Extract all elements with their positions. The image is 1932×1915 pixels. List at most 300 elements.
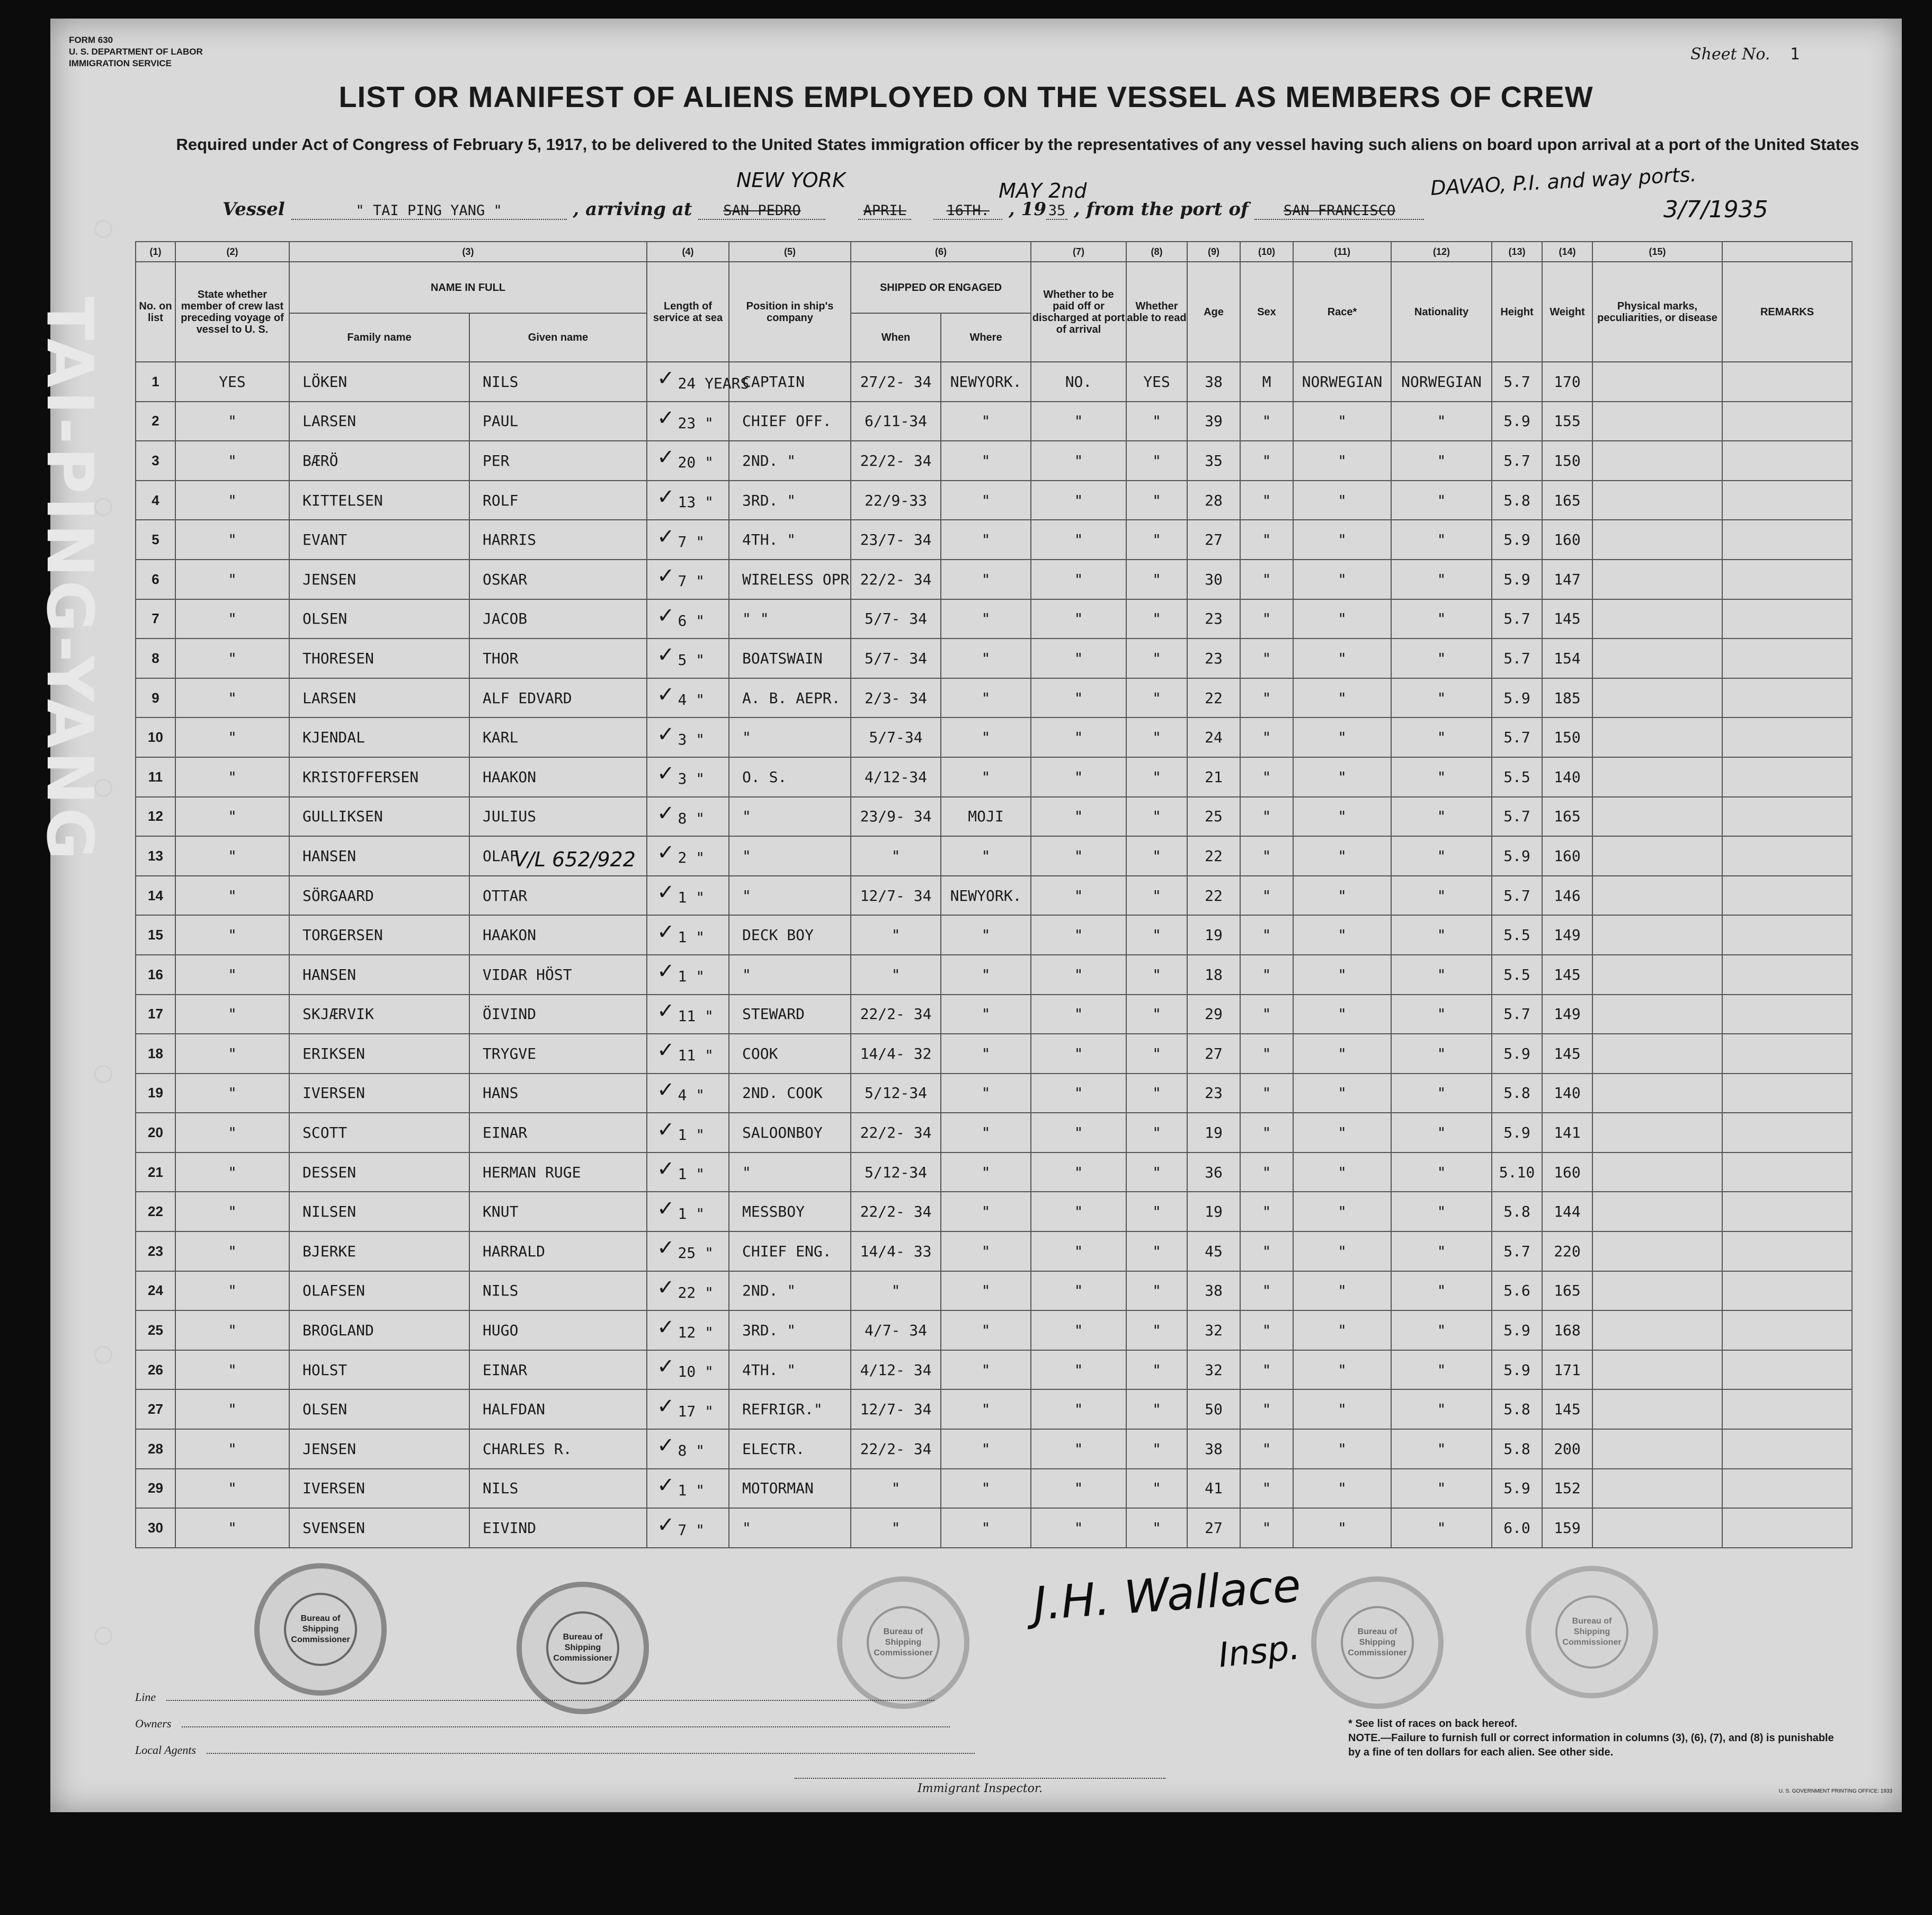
cell-age: 36 bbox=[1187, 1152, 1240, 1192]
cell-position: MOTORMAN bbox=[729, 1469, 851, 1509]
cell-weight: 145 bbox=[1542, 1034, 1592, 1074]
cell-family: GULLIKSEN bbox=[289, 797, 469, 837]
cell-weight: 140 bbox=[1542, 757, 1592, 797]
printing-credit: U. S. GOVERNMENT PRINTING OFFICE: 1933 bbox=[1778, 1788, 1892, 1794]
cell-position: " " bbox=[729, 599, 851, 639]
cell-when: 12/7- 34 bbox=[851, 1389, 941, 1429]
table-row bbox=[136, 599, 1852, 639]
cell-nationality: " bbox=[1391, 1310, 1492, 1350]
cell-state: " bbox=[175, 1469, 289, 1509]
cell-state: " bbox=[175, 1389, 289, 1429]
cell-read: YES bbox=[1126, 362, 1187, 402]
cell-no: 18 bbox=[136, 1034, 175, 1074]
cell-length bbox=[647, 915, 729, 955]
cell-when: 5/7- 34 bbox=[851, 599, 941, 639]
colnum: (9) bbox=[1187, 242, 1240, 262]
cell-physical bbox=[1592, 1310, 1722, 1350]
footer-notes bbox=[1348, 1717, 1836, 1760]
cell-physical bbox=[1592, 481, 1722, 520]
cell-read: " bbox=[1126, 717, 1187, 757]
cell-weight: 159 bbox=[1542, 1508, 1592, 1548]
cell-position: MESSBOY bbox=[729, 1192, 851, 1231]
agents-field bbox=[207, 1753, 975, 1754]
cell-when: 2/3- 34 bbox=[851, 678, 941, 718]
page-subtitle: Required under Act of Congress of February 5, 1917, to be delivered to the United States immigration officer by the representatives of any vessel having such aliens on board upon arrival at a port of the United States bbox=[176, 135, 1859, 154]
cell-state: " bbox=[175, 639, 289, 678]
cell-given: HUGO bbox=[469, 1310, 647, 1350]
cell-nationality: " bbox=[1391, 1034, 1492, 1074]
cell-read: " bbox=[1126, 836, 1187, 876]
cell-physical bbox=[1592, 441, 1722, 481]
cell-sex: " bbox=[1240, 1192, 1293, 1231]
cell-where: " bbox=[941, 402, 1031, 441]
cell-race: " bbox=[1293, 678, 1391, 718]
cell-remarks bbox=[1722, 876, 1852, 916]
length-value: 7 " bbox=[678, 1521, 705, 1539]
cell-paid: " bbox=[1031, 1389, 1126, 1429]
cell-sex: " bbox=[1240, 1429, 1293, 1469]
seal-stamp bbox=[1526, 1566, 1658, 1698]
cell-remarks bbox=[1722, 797, 1852, 837]
cell-no: 9 bbox=[136, 678, 175, 718]
cell-height: 5.8 bbox=[1492, 1389, 1542, 1429]
seal-inner: Bureau of Shipping Commissioner bbox=[284, 1593, 357, 1666]
cell-no: 17 bbox=[136, 995, 175, 1034]
cell-paid: " bbox=[1031, 599, 1126, 639]
cell-given: JACOB bbox=[469, 599, 647, 639]
cell-no: 5 bbox=[136, 520, 175, 560]
inspector-label: Immigrant Inspector. bbox=[795, 1778, 1165, 1795]
table-row bbox=[136, 1074, 1852, 1113]
arriving-port-printed: SAN PEDRO bbox=[698, 202, 825, 220]
cell-sex: " bbox=[1240, 1034, 1293, 1074]
owners-field bbox=[182, 1726, 950, 1727]
header-state: State whether member of crew last preceding voyage of vessel to U. S. bbox=[175, 262, 289, 362]
cell-when: 4/12-34 bbox=[851, 757, 941, 797]
checkmark-icon: ✓ bbox=[657, 445, 675, 470]
cell-weight: 152 bbox=[1542, 1469, 1592, 1509]
cell-race: " bbox=[1293, 1350, 1391, 1390]
agents-label: Local Agents bbox=[135, 1743, 197, 1757]
cell-read: " bbox=[1126, 560, 1187, 599]
column-numbers-row bbox=[136, 242, 1852, 262]
vessel-line bbox=[222, 199, 1884, 225]
cell-age: 19 bbox=[1187, 915, 1240, 955]
cell-length bbox=[647, 520, 729, 560]
cell-given: EINAR bbox=[469, 1113, 647, 1152]
cell-weight: 160 bbox=[1542, 836, 1592, 876]
cell-state: " bbox=[175, 836, 289, 876]
cell-where: MOJI bbox=[941, 797, 1031, 837]
cell-read: " bbox=[1126, 1469, 1187, 1509]
cell-remarks bbox=[1722, 402, 1852, 441]
cell-family: IVERSEN bbox=[289, 1469, 469, 1509]
colnum: (4) bbox=[647, 242, 729, 262]
cell-sex: " bbox=[1240, 1113, 1293, 1152]
cell-weight: 154 bbox=[1542, 639, 1592, 678]
cell-paid: " bbox=[1031, 1113, 1126, 1152]
cell-state: " bbox=[175, 757, 289, 797]
cell-age: 25 bbox=[1187, 797, 1240, 837]
cell-race: " bbox=[1293, 560, 1391, 599]
crew-rows bbox=[136, 362, 1852, 1548]
cell-given: HALFDAN bbox=[469, 1389, 647, 1429]
cell-physical bbox=[1592, 678, 1722, 718]
punch-hole bbox=[94, 1627, 112, 1645]
cell-given: THOR bbox=[469, 639, 647, 678]
cell-height: 5.8 bbox=[1492, 1192, 1542, 1231]
cell-where: " bbox=[941, 836, 1031, 876]
table-row bbox=[136, 402, 1852, 441]
cell-when: 23/9- 34 bbox=[851, 797, 941, 837]
checkmark-icon: ✓ bbox=[657, 919, 675, 944]
cell-length bbox=[647, 1034, 729, 1074]
cell-sex: " bbox=[1240, 402, 1293, 441]
cell-weight: 160 bbox=[1542, 1152, 1592, 1192]
cell-state: " bbox=[175, 1113, 289, 1152]
punch-hole bbox=[94, 498, 112, 516]
page-title: LIST OR MANIFEST OF ALIENS EMPLOYED ON THE VESSEL AS MEMBERS OF CREW bbox=[339, 80, 1593, 113]
cell-height: 5.7 bbox=[1492, 995, 1542, 1034]
cell-given: ALF EDVARD bbox=[469, 678, 647, 718]
cell-paid: " bbox=[1031, 1310, 1126, 1350]
owners-label: Owners bbox=[135, 1717, 172, 1730]
cell-given: HERMAN RUGE bbox=[469, 1152, 647, 1192]
cell-position: REFRIGR." bbox=[729, 1389, 851, 1429]
cell-when: 5/12-34 bbox=[851, 1074, 941, 1113]
sheet-label: Sheet No. bbox=[1690, 45, 1770, 64]
cell-when: 12/7- 34 bbox=[851, 876, 941, 916]
seal-inner: Bureau of Shipping Commissioner bbox=[1555, 1595, 1628, 1669]
table-row bbox=[136, 441, 1852, 481]
cell-position: " bbox=[729, 717, 851, 757]
cell-height: 5.9 bbox=[1492, 1310, 1542, 1350]
cell-no: 27 bbox=[136, 1389, 175, 1429]
table-row bbox=[136, 520, 1852, 560]
cell-age: 41 bbox=[1187, 1469, 1240, 1509]
cell-race: " bbox=[1293, 1310, 1391, 1350]
header-remarks: REMARKS bbox=[1722, 262, 1852, 362]
cell-race: " bbox=[1293, 520, 1391, 560]
cell-sex: " bbox=[1240, 757, 1293, 797]
cell-nationality: " bbox=[1391, 1113, 1492, 1152]
checkmark-icon: ✓ bbox=[657, 603, 675, 628]
cell-given: OSKAR bbox=[469, 560, 647, 599]
cell-age: 32 bbox=[1187, 1310, 1240, 1350]
cell-physical bbox=[1592, 362, 1722, 402]
cell-position: O. S. bbox=[729, 757, 851, 797]
cell-weight: 220 bbox=[1542, 1231, 1592, 1271]
cell-race: " bbox=[1293, 797, 1391, 837]
cell-height: 6.0 bbox=[1492, 1508, 1542, 1548]
cell-race: " bbox=[1293, 757, 1391, 797]
cell-read: " bbox=[1126, 1034, 1187, 1074]
cell-height: 5.9 bbox=[1492, 1034, 1542, 1074]
cell-age: 21 bbox=[1187, 757, 1240, 797]
length-value: 25 " bbox=[678, 1244, 714, 1262]
cell-position: A. B. AEPR. bbox=[729, 678, 851, 718]
cell-family: BJERKE bbox=[289, 1231, 469, 1271]
table-row bbox=[136, 836, 1852, 876]
cell-position: ELECTR. bbox=[729, 1429, 851, 1469]
colnum: (14) bbox=[1542, 242, 1592, 262]
date-note: 3/7/1935 bbox=[1663, 196, 1768, 223]
cell-no: 19 bbox=[136, 1074, 175, 1113]
cell-sex: " bbox=[1240, 836, 1293, 876]
table-row bbox=[136, 797, 1852, 837]
line-field bbox=[166, 1700, 934, 1701]
header-length: Length of service at sea bbox=[647, 262, 729, 362]
cell-when: 5/7- 34 bbox=[851, 639, 941, 678]
cell-sex: " bbox=[1240, 876, 1293, 916]
cell-height: 5.5 bbox=[1492, 915, 1542, 955]
cell-paid: " bbox=[1031, 441, 1126, 481]
cell-paid: " bbox=[1031, 1508, 1126, 1548]
cell-when: 23/7- 34 bbox=[851, 520, 941, 560]
margin-vessel-name: TAI-PING-YANG bbox=[32, 297, 106, 863]
colnum: (1) bbox=[136, 242, 175, 262]
checkmark-icon: ✓ bbox=[657, 405, 675, 430]
table-row bbox=[136, 1350, 1852, 1390]
header-where: Where bbox=[941, 313, 1031, 362]
cell-state: " bbox=[175, 1350, 289, 1390]
cell-weight: 146 bbox=[1542, 876, 1592, 916]
cell-position: 2ND. " bbox=[729, 441, 851, 481]
length-value: 1 " bbox=[678, 928, 705, 946]
cell-nationality: " bbox=[1391, 1231, 1492, 1271]
vessel-name: " TAI PING YANG " bbox=[291, 202, 567, 220]
cell-position: WIRELESS OPR bbox=[729, 560, 851, 599]
cell-physical bbox=[1592, 599, 1722, 639]
cell-read: " bbox=[1126, 1429, 1187, 1469]
table-row bbox=[136, 757, 1852, 797]
cell-height: 5.7 bbox=[1492, 876, 1542, 916]
cell-read: " bbox=[1126, 915, 1187, 955]
cell-when: 22/2- 34 bbox=[851, 441, 941, 481]
cell-given: ÖIVIND bbox=[469, 995, 647, 1034]
cell-position: 3RD. " bbox=[729, 1310, 851, 1350]
cell-physical bbox=[1592, 520, 1722, 560]
header-height: Height bbox=[1492, 262, 1542, 362]
cell-where: " bbox=[941, 995, 1031, 1034]
length-value: 1 " bbox=[678, 968, 705, 986]
cell-race: " bbox=[1293, 1469, 1391, 1509]
cell-height: 5.8 bbox=[1492, 1429, 1542, 1469]
cell-weight: 150 bbox=[1542, 441, 1592, 481]
cell-nationality: " bbox=[1391, 481, 1492, 520]
cell-remarks bbox=[1722, 1113, 1852, 1152]
cell-height: 5.9 bbox=[1492, 560, 1542, 599]
cell-physical bbox=[1592, 757, 1722, 797]
cell-given: ROLF bbox=[469, 481, 647, 520]
cell-when: 22/2- 34 bbox=[851, 1429, 941, 1469]
punch-hole bbox=[94, 1346, 112, 1364]
cell-age: 45 bbox=[1187, 1231, 1240, 1271]
cell-height: 5.6 bbox=[1492, 1271, 1542, 1311]
cell-race: " bbox=[1293, 1389, 1391, 1429]
cell-where: " bbox=[941, 1034, 1031, 1074]
cell-weight: 168 bbox=[1542, 1310, 1592, 1350]
length-value: 12 " bbox=[678, 1323, 714, 1341]
cell-length bbox=[647, 639, 729, 678]
cell-weight: 145 bbox=[1542, 599, 1592, 639]
cell-race: " bbox=[1293, 1113, 1391, 1152]
cell-age: 38 bbox=[1187, 1271, 1240, 1311]
cell-family: BROGLAND bbox=[289, 1310, 469, 1350]
cell-family: KRISTOFFERSEN bbox=[289, 757, 469, 797]
cell-position: " bbox=[729, 1152, 851, 1192]
cell-given: KNUT bbox=[469, 1192, 647, 1231]
length-value: 11 " bbox=[678, 1007, 714, 1025]
cell-weight: 141 bbox=[1542, 1113, 1592, 1152]
cell-state: " bbox=[175, 1508, 289, 1548]
checkmark-icon: ✓ bbox=[657, 840, 675, 865]
cell-where: " bbox=[941, 560, 1031, 599]
cell-race: NORWEGIAN bbox=[1293, 362, 1391, 402]
cell-remarks bbox=[1722, 717, 1852, 757]
cell-height: 5.9 bbox=[1492, 402, 1542, 441]
length-value: 4 " bbox=[678, 691, 705, 709]
cell-given: EIVIND bbox=[469, 1508, 647, 1548]
length-value: 3 " bbox=[678, 730, 705, 748]
cell-family: THORESEN bbox=[289, 639, 469, 678]
checkmark-icon: ✓ bbox=[657, 1315, 675, 1340]
punch-hole bbox=[94, 1065, 112, 1083]
cell-given: NILS bbox=[469, 1271, 647, 1311]
cell-nationality: " bbox=[1391, 995, 1492, 1034]
cell-age: 28 bbox=[1187, 481, 1240, 520]
cell-state: YES bbox=[175, 362, 289, 402]
length-value: 1 " bbox=[678, 1204, 705, 1222]
cell-age: 23 bbox=[1187, 639, 1240, 678]
length-value: 22 " bbox=[678, 1283, 714, 1301]
table-row bbox=[136, 1152, 1852, 1192]
day-printed: 16TH. bbox=[933, 202, 1002, 220]
colnum: (6) bbox=[851, 242, 1031, 262]
month-printed: APRIL bbox=[858, 202, 911, 220]
cell-state: " bbox=[175, 955, 289, 995]
cell-age: 27 bbox=[1187, 1034, 1240, 1074]
cell-position: 3RD. " bbox=[729, 481, 851, 520]
colnum: (11) bbox=[1293, 242, 1391, 262]
cell-height: 5.10 bbox=[1492, 1152, 1542, 1192]
cell-age: 19 bbox=[1187, 1192, 1240, 1231]
cell-no: 13 bbox=[136, 836, 175, 876]
cell-when: " bbox=[851, 836, 941, 876]
cell-nationality: " bbox=[1391, 955, 1492, 995]
cell-given: EINAR bbox=[469, 1350, 647, 1390]
cell-no: 8 bbox=[136, 639, 175, 678]
cell-where: " bbox=[941, 757, 1031, 797]
cell-remarks bbox=[1722, 1152, 1852, 1192]
cell-given: PER bbox=[469, 441, 647, 481]
cell-age: 24 bbox=[1187, 717, 1240, 757]
cell-length bbox=[647, 1231, 729, 1271]
colnum: (13) bbox=[1492, 242, 1542, 262]
cell-sex: " bbox=[1240, 1389, 1293, 1429]
cell-family: KJENDAL bbox=[289, 717, 469, 757]
cell-length bbox=[647, 717, 729, 757]
cell-age: 18 bbox=[1187, 955, 1240, 995]
header-no: No. on list bbox=[136, 262, 175, 362]
cell-remarks bbox=[1722, 678, 1852, 718]
cell-read: " bbox=[1126, 1508, 1187, 1548]
cell-when: 5/12-34 bbox=[851, 1152, 941, 1192]
cell-family: OLAFSEN bbox=[289, 1271, 469, 1311]
cell-position: STEWARD bbox=[729, 995, 851, 1034]
cell-sex: " bbox=[1240, 915, 1293, 955]
cell-weight: 160 bbox=[1542, 520, 1592, 560]
cell-remarks bbox=[1722, 1310, 1852, 1350]
cell-family: SÖRGAARD bbox=[289, 876, 469, 916]
cell-state: " bbox=[175, 876, 289, 916]
cell-where: " bbox=[941, 1231, 1031, 1271]
cell-where: " bbox=[941, 520, 1031, 560]
cell-position: CHIEF ENG. bbox=[729, 1231, 851, 1271]
cell-position: DECK BOY bbox=[729, 915, 851, 955]
cell-no: 16 bbox=[136, 955, 175, 995]
cell-where: " bbox=[941, 717, 1031, 757]
cell-read: " bbox=[1126, 1074, 1187, 1113]
cell-position: SALOONBOY bbox=[729, 1113, 851, 1152]
checkmark-icon: ✓ bbox=[657, 1354, 675, 1379]
cell-nationality: NORWEGIAN bbox=[1391, 362, 1492, 402]
cell-no: 20 bbox=[136, 1113, 175, 1152]
cell-when: " bbox=[851, 1508, 941, 1548]
cell-given: TRYGVE bbox=[469, 1034, 647, 1074]
cell-given: VIDAR HÖST bbox=[469, 955, 647, 995]
checkmark-icon: ✓ bbox=[657, 1275, 675, 1300]
punch-hole bbox=[94, 779, 112, 797]
cell-given: NILS bbox=[469, 1469, 647, 1509]
cell-physical bbox=[1592, 1429, 1722, 1469]
cell-sex: " bbox=[1240, 639, 1293, 678]
colnum-blank bbox=[1722, 242, 1852, 262]
cell-remarks bbox=[1722, 836, 1852, 876]
checkmark-icon: ✓ bbox=[657, 524, 675, 549]
cell-remarks bbox=[1722, 915, 1852, 955]
cell-read: " bbox=[1126, 481, 1187, 520]
cell-sex: " bbox=[1240, 1350, 1293, 1390]
cell-read: " bbox=[1126, 520, 1187, 560]
cell-state: " bbox=[175, 560, 289, 599]
cell-position: CHIEF OFF. bbox=[729, 402, 851, 441]
cell-family: HANSEN bbox=[289, 955, 469, 995]
cell-length bbox=[647, 1350, 729, 1390]
cell-when: " bbox=[851, 1271, 941, 1311]
table-row bbox=[136, 717, 1852, 757]
cell-remarks bbox=[1722, 1429, 1852, 1469]
cell-age: 30 bbox=[1187, 560, 1240, 599]
checkmark-icon: ✓ bbox=[657, 1394, 675, 1418]
length-value: 6 " bbox=[678, 611, 705, 630]
cell-paid: " bbox=[1031, 481, 1126, 520]
cell-position: 2ND. " bbox=[729, 1271, 851, 1311]
cell-physical bbox=[1592, 1508, 1722, 1548]
cell-when: 27/2- 34 bbox=[851, 362, 941, 402]
cell-nationality: " bbox=[1391, 1469, 1492, 1509]
table-row bbox=[136, 678, 1852, 718]
cell-nationality: " bbox=[1391, 1192, 1492, 1231]
cell-height: 5.9 bbox=[1492, 836, 1542, 876]
cell-given: HARRIS bbox=[469, 520, 647, 560]
table-row bbox=[136, 995, 1852, 1034]
cell-nationality: " bbox=[1391, 599, 1492, 639]
cell-length bbox=[647, 402, 729, 441]
cell-family: LARSEN bbox=[289, 678, 469, 718]
cell-nationality: " bbox=[1391, 797, 1492, 837]
cell-nationality: " bbox=[1391, 876, 1492, 916]
